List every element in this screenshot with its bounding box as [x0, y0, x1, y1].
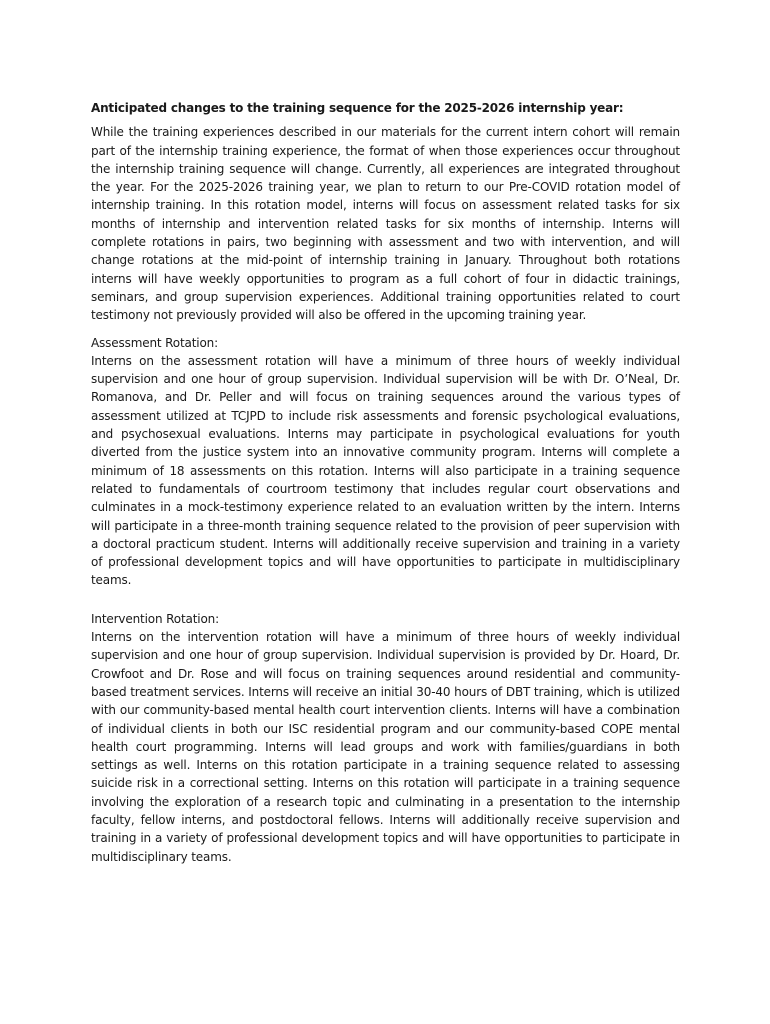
assessment-rotation-body: Interns on the assessment rotation will have a minimum of three hours of weekly individual supervision and one hour of group supervision. Individual supervision will be with Dr. O’Neal, Dr. Romanova, and Dr. Peller and will focus on training sequences around the various types of assessment utilized at TCJPD to include risk assessments and forensic psychological evaluations, and psychosexual evaluations. Interns may participate in psychological evaluations for youth diverted from the justice system into an innovative community program. Interns will complete a minimum of 18 assessments on this rotation. Interns will also participate in a training sequence related to fundamentals of courtroom testimony that includes regular court observations and culminates in a mock-testimony experience related to an evaluation written by the intern. Interns will participate in a three-month training sequence related to the provision of peer supervision with a doctoral practicum student. Interns will additionally receive supervision and training in a variety of professional development topics and will have opportunities to participate in multidisciplinary teams.: [91, 353, 680, 588]
document-page: [91, 99, 680, 866]
document-heading: Anticipated changes to the training sequence for the 2025-2026 internship year:: [91, 101, 624, 115]
intro-paragraph: While the training experiences described in our materials for the current intern cohort will remain part of the internship training experience, the format of when those experiences occur throughout the internship training sequence will change. Currently, all experiences are integrated throughout the year. For the 2025-2026 training year, we plan to return to our Pre-COVID rotation model of internship training. In this rotation model, interns will focus on assessment related tasks for six months of internship and intervention related tasks for six months of internship. Interns will complete rotations in pairs, two beginning with assessment and two with intervention, and will change rotations at the mid-point of internship training in January. Throughout both rotations interns will have weekly opportunities to program as a full cohort of four in didactic trainings, seminars, and group supervision experiences. Additional training opportunities related to court testimony not previously provided will also be offered in the upcoming training year.: [91, 125, 680, 323]
assessment-rotation-title: Assessment Rotation:: [91, 335, 219, 350]
assessment-rotation-section: [91, 334, 680, 590]
intervention-rotation-body: Interns on the intervention rotation will have a minimum of three hours of weekly individual supervision and one hour of group supervision. Individual supervision is provided by Dr. Hoard, Dr. Crowfoot and Dr. Rose and will focus on training sequences around residential and community-based treatment services. Interns will receive an initial 30-40 hours of DBT training, which is utilized with our community-based mental health court intervention clients. Interns will have a combination of individual clients in both our ISC residential program and our community-based COPE mental health court programming. Interns will lead groups and work with families/guardians in both settings as well. Interns on this rotation participate in a training sequence related to assessing suicide risk in a correctional setting. Interns on this rotation will participate in a training sequence involving the exploration of a research topic and culminating in a presentation to the internship faculty, fellow interns, and postdoctoral fellows. Interns will additionally receive supervision and training in a variety of professional development topics and will have opportunities to participate in multidisciplinary teams.: [91, 630, 680, 864]
intervention-rotation-section: [91, 610, 680, 866]
intervention-rotation-title: Intervention Rotation:: [91, 611, 219, 626]
